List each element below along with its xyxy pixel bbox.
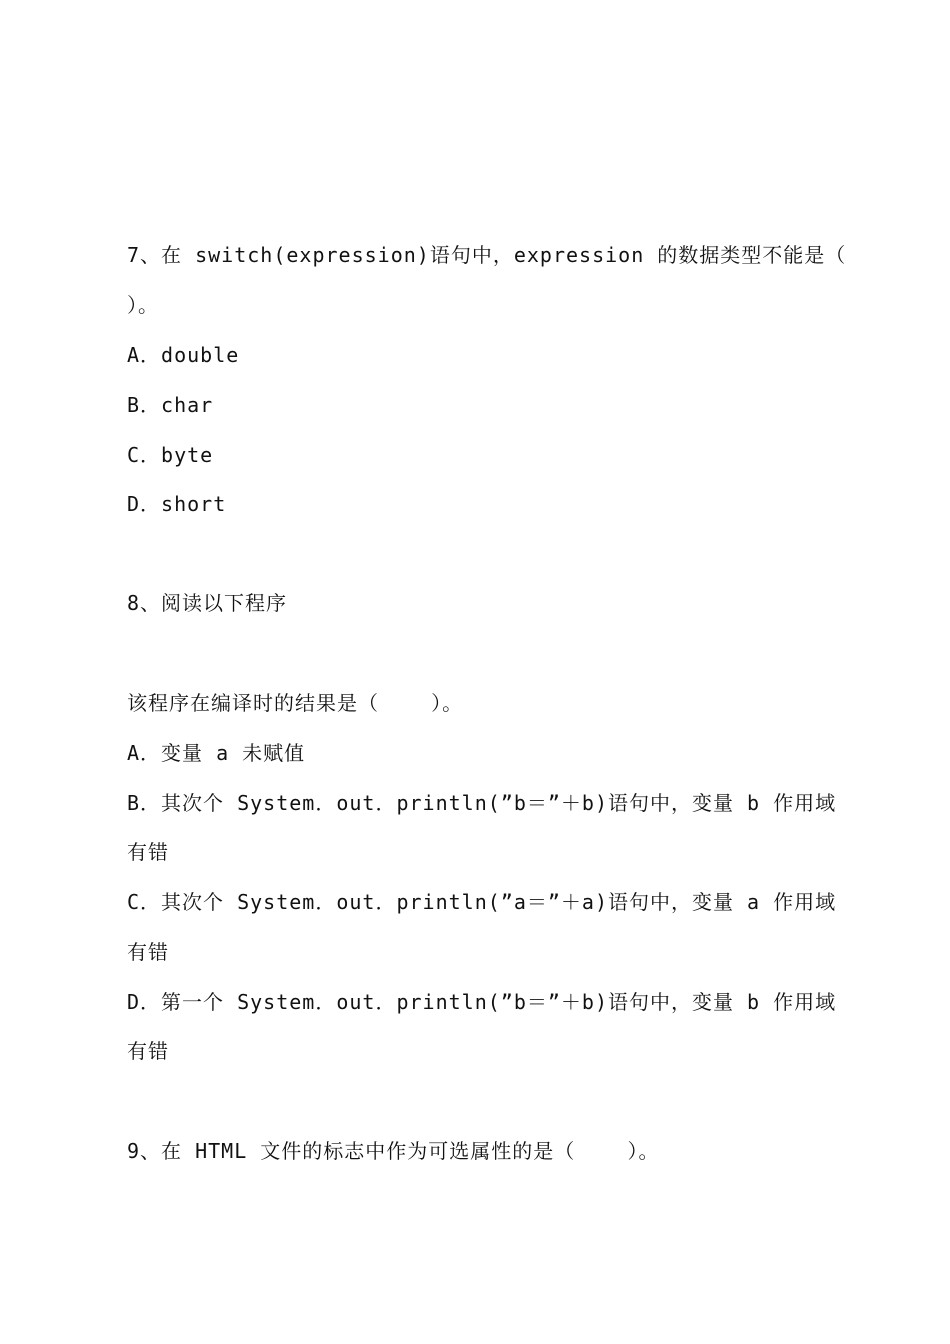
question-9-stem: 9、在 HTML 文件的标志中作为可选属性的是（ ）。 [127,1139,660,1163]
question-7-stem: 7、在 switch(expression)语句中，expression 的数据类型不能是（ [127,243,847,267]
question-7-option-a: A．double [127,343,240,367]
question-8-option-c: C．其次个 System．out．println(”a＝”＋a)语句中，变量 a 作用域 [127,890,837,914]
question-8-option-b: B．其次个 System．out．println(”b＝”＋b)语句中，变量 b 作用域 [127,791,837,815]
question-8-option-b-continued: 有错 [127,840,169,864]
question-8-option-c-continued: 有错 [127,940,169,964]
question-7-option-b: B．char [127,393,214,417]
question-7-option-c: C．byte [127,443,214,467]
question-8-option-d-continued: 有错 [127,1039,169,1063]
question-8-stem: 8、阅读以下程序 [127,591,288,615]
question-7-stem-continued: ）。 [127,293,159,317]
question-8-sub-stem: 该程序在编译时的结果是（ ）。 [127,691,464,715]
question-8-option-d: D．第一个 System．out．println(”b＝”＋b)语句中，变量 b 作用域 [127,990,837,1014]
question-7-option-d: D．short [127,492,227,516]
question-8-option-a: A．变量 a 未赋值 [127,741,306,765]
